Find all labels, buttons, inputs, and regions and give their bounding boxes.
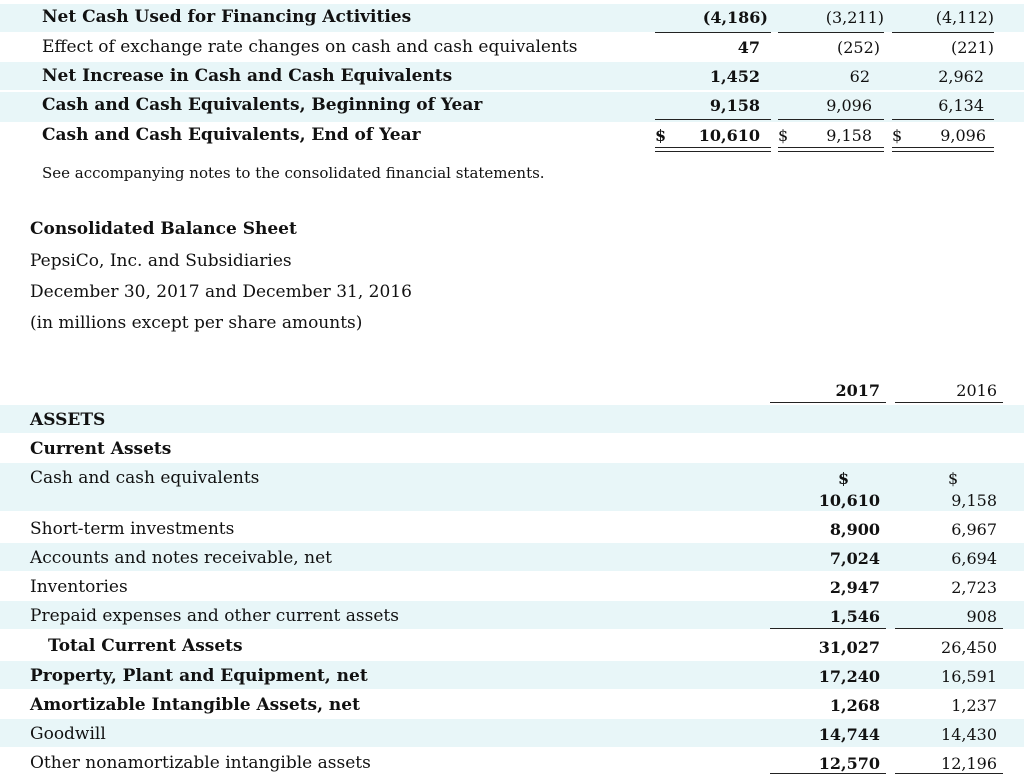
double-underline <box>892 147 994 152</box>
bs-row-label: Inventories <box>30 577 128 597</box>
cf-value-2017: 10,610 <box>698 126 760 145</box>
cf-row-label: Cash and Cash Equivalents, Beginning of Year <box>42 95 483 115</box>
underline <box>655 119 771 120</box>
underline <box>892 119 994 120</box>
currency-symbol: $ <box>778 126 789 145</box>
bs-value-2017: 12,570 <box>818 754 880 773</box>
bs-value-2016: 9,158 <box>951 491 997 510</box>
column-header-2017: 2017 <box>835 381 880 400</box>
statement-title: Consolidated Balance Sheet <box>30 219 297 239</box>
subtotal-underline <box>895 628 1003 629</box>
bs-row-label: Accounts and notes receivable, net <box>30 548 332 568</box>
cf-row-label: Effect of exchange rate changes on cash and cash equivalents <box>42 37 578 57</box>
bs-value-2017: 1,546 <box>829 607 880 626</box>
currency-symbol: $ <box>838 469 850 488</box>
underline <box>770 773 886 774</box>
currency-symbol: $ <box>948 469 959 488</box>
cf-row-label: Net Increase in Cash and Cash Equivalents <box>42 66 453 86</box>
section-heading-assets: ASSETS <box>30 410 106 430</box>
cf-value-2016: (3,211) <box>825 8 884 27</box>
bs-row-label: Short-term investments <box>30 519 235 539</box>
cf-value-2017: 9,158 <box>709 96 760 115</box>
double-underline <box>655 147 771 152</box>
bs-row-label: Cash and cash equivalents <box>30 468 260 488</box>
bs-value-2017: 8,900 <box>829 520 880 539</box>
bs-value-2017: 1,268 <box>829 696 880 715</box>
bs-value-2017: 14,744 <box>818 725 880 744</box>
bs-row-label: Goodwill <box>30 724 106 744</box>
currency-symbol: $ <box>655 126 667 145</box>
statement-dates: December 30, 2017 and December 31, 2016 <box>30 282 412 302</box>
header-underline <box>770 402 886 403</box>
statement-units: (in millions except per share amounts) <box>30 313 363 333</box>
cf-row-label: Net Cash Used for Financing Activities <box>42 7 412 27</box>
bs-value-2016: 12,196 <box>941 754 997 773</box>
bs-value-2017: 2,947 <box>829 578 880 597</box>
cf-value-2016: 62 <box>849 67 870 86</box>
bs-value-2016: 2,723 <box>951 578 997 597</box>
cf-value-2015: 9,096 <box>940 126 986 145</box>
bs-value-2016: 16,591 <box>941 667 997 686</box>
bs-value-2017: 17,240 <box>818 667 880 686</box>
bs-value-2016: 908 <box>966 607 997 626</box>
cf-value-2015: (4,112) <box>935 8 994 27</box>
bs-value-2016: 6,694 <box>951 549 997 568</box>
bs-value-2016: 14,430 <box>941 725 997 744</box>
currency-symbol: $ <box>892 126 903 145</box>
bs-row-label: Amortizable Intangible Assets, net <box>30 695 360 715</box>
bs-value-2016: 6,967 <box>951 520 997 539</box>
bs-row-label: Other nonamortizable intangible assets <box>30 753 371 773</box>
company-name: PepsiCo, Inc. and Subsidiaries <box>30 251 292 271</box>
underline <box>895 773 1003 774</box>
underline <box>655 32 771 33</box>
cf-value-2016: 9,096 <box>826 96 872 115</box>
cf-value-2015: (221) <box>950 38 994 57</box>
double-underline <box>778 147 884 152</box>
row-band <box>0 405 1024 433</box>
bs-row-label: Property, Plant and Equipment, net <box>30 666 368 686</box>
header-underline <box>895 402 1003 403</box>
underline <box>778 119 884 120</box>
bs-value-2016: 26,450 <box>941 638 997 657</box>
bs-value-2017: 31,027 <box>818 638 880 657</box>
cf-value-2016: 9,158 <box>826 126 872 145</box>
bs-total-label: Total Current Assets <box>48 636 243 656</box>
cf-value-2016: (252) <box>836 38 880 57</box>
underline <box>778 32 884 33</box>
underline <box>892 32 994 33</box>
cf-value-2017: 1,452 <box>709 67 760 86</box>
footnote: See accompanying notes to the consolidated financial statements. <box>42 164 545 182</box>
cf-value-2017: 47 <box>737 38 760 57</box>
cf-row-label: Cash and Cash Equivalents, End of Year <box>42 125 421 145</box>
cf-value-2015: 6,134 <box>938 96 984 115</box>
bs-value-2016: 1,237 <box>951 696 997 715</box>
subtotal-underline <box>770 628 886 629</box>
cf-value-2015: 2,962 <box>938 67 984 86</box>
bs-value-2017: 7,024 <box>829 549 880 568</box>
section-heading-current-assets: Current Assets <box>30 439 172 459</box>
column-header-2016: 2016 <box>956 381 997 400</box>
bs-row-label: Prepaid expenses and other current assets <box>30 606 399 626</box>
cf-value-2017: (4,186) <box>702 8 768 27</box>
bs-value-2017: 10,610 <box>818 491 880 510</box>
